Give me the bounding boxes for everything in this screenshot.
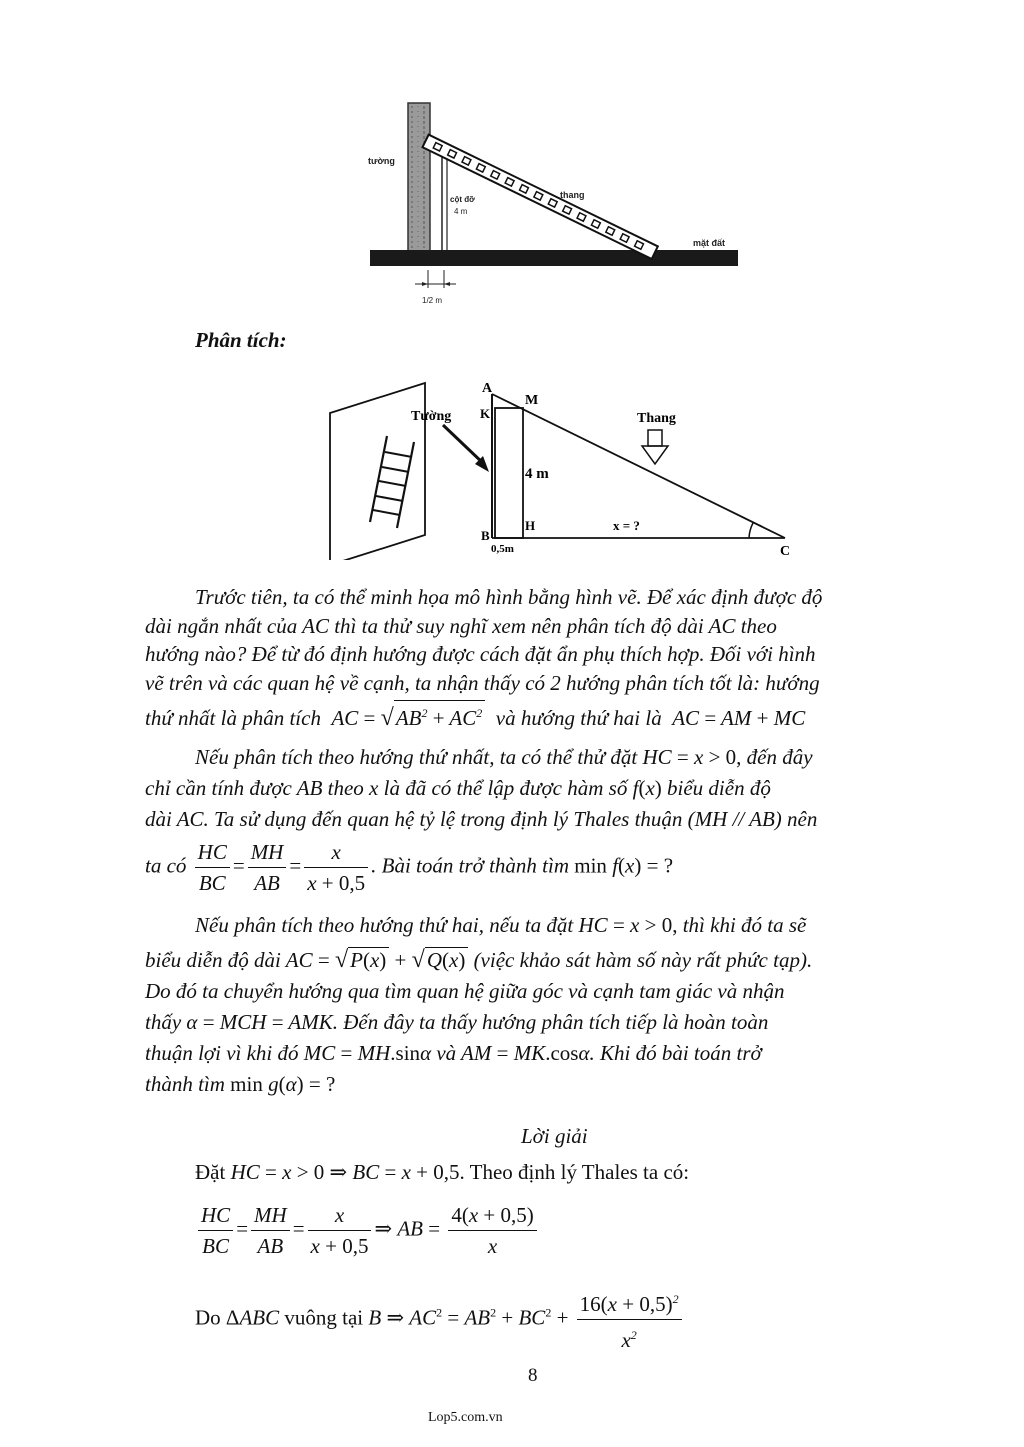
wall-shape [408, 103, 430, 251]
ground-label: mặt đất [693, 238, 726, 248]
label-A: A [482, 381, 493, 396]
triangle-figure [325, 380, 800, 560]
text-line: dài ngắn nhất của AC thì ta thử suy nghĩ xem nên phân tích độ dài AC theo [145, 613, 777, 638]
text-line: chỉ cần tính được AB theo x là đã có thể lập được hàm số f(x) biểu diễn độ [145, 776, 771, 800]
text-line: Nếu phân tích theo hướng thứ hai, nếu ta đặt HC = x > 0, thì khi đó ta sẽ [195, 913, 807, 937]
gap-label-2: 0,5m [491, 543, 514, 555]
footer-site: Lop5.com.vn [428, 1410, 503, 1425]
solution-line-2: $\frac{HC}{BC}$ = $\frac{MH}{AB}$ = $\frac{x}{x + 0,5}$ ⇒ AB = $\frac{4(x + 0,5)}{x}$ [195, 1200, 540, 1261]
text-line: hướng nào? Để từ đó định hướng được cách đặt ẩn phụ thích hợp. Đối với hình [145, 642, 816, 666]
height-label: 4 m [525, 466, 549, 482]
paragraph-intro [145, 583, 927, 733]
ladder-wall-figure [360, 98, 745, 318]
text-line: biểu diễn độ dài AC = √P(x) + √Q(x) (việc khảo sát hàm số này rất phức tạp). [145, 947, 813, 973]
paragraph-first-direction [145, 742, 927, 898]
x-label: x = ? [613, 518, 640, 533]
label-H: H [525, 518, 536, 533]
text-line: Nếu phân tích theo hướng thứ nhất, ta có thể thử đặt HC = x > 0, đến đây [195, 745, 813, 769]
gap-label: 1/2 m [422, 296, 443, 305]
ladder-label: thang [560, 190, 585, 200]
text-line: dài AC. Ta sử dụng đến quan hệ tỷ lệ trong định lý Thales thuận (MH // AB) nên [145, 807, 818, 831]
text-line: Do đó ta chuyển hướng qua tìm quan hệ giữa góc và cạnh tam giác và nhận [145, 979, 785, 1003]
label-K: K [480, 406, 491, 421]
ladder-label-2: Thang [637, 411, 676, 426]
label-C: C [780, 544, 791, 559]
text-line: ta có $\frac{HC}{BC}$ = $\frac{MH}{AB}$ = $\frac{x}{x + 0,5}$ . Bài toán trở thành tìm min f(x) = ? [145, 837, 927, 898]
text-line: thuận lợi vì khi đó MC = MH.sinα và AM = MK.cosα. Khi đó bài toán trở [145, 1041, 762, 1065]
post-height-label: 4 m [454, 207, 468, 216]
ground-shape [370, 250, 738, 266]
paragraph-second-direction [145, 910, 927, 1100]
wall-label: tường [368, 156, 395, 166]
text-line: Trước tiên, ta có thể minh họa mô hình bằng hình vẽ. Để xác định được độ [195, 585, 823, 609]
analysis-heading: Phân tích: [195, 328, 287, 352]
text-line: thấy α = MCH = AMK. Đến đây ta thấy hướng phân tích tiếp là hoàn toàn [145, 1010, 769, 1034]
wall-label-2: Tường [411, 409, 452, 424]
label-B: B [481, 528, 490, 543]
solution-heading: Lời giải [521, 1124, 588, 1148]
text-line: vẽ trên và các quan hệ về cạnh, ta nhận thấy có 2 hướng phân tích tốt là: hướng [145, 670, 820, 695]
page-number: 8 [528, 1365, 538, 1386]
formula: AC = $√AB^2 + AC^2$ [331, 706, 485, 730]
formula: AC = AM + MC [672, 706, 806, 730]
solution-line-1: Đặt HC = x > 0 ⇒ BC = x + 0,5. Theo định lý Thales ta có: [195, 1160, 690, 1184]
post-label: cột đỡ [450, 195, 475, 204]
solution-line-3: Do ΔABC vuông tại B ⇒ $AC^2 = AB^2 + BC^2$ + $\frac{16(x + 0,5)^2}{x^2}$ [195, 1284, 685, 1355]
text-line: thứ nhất là phân tích AC = $√AB^2 + AC^2$ và hướng thứ hai là AC = AM + MC [145, 700, 927, 733]
label-M: M [525, 393, 539, 408]
text-line: thành tìm min g(α) = ? [145, 1072, 336, 1096]
